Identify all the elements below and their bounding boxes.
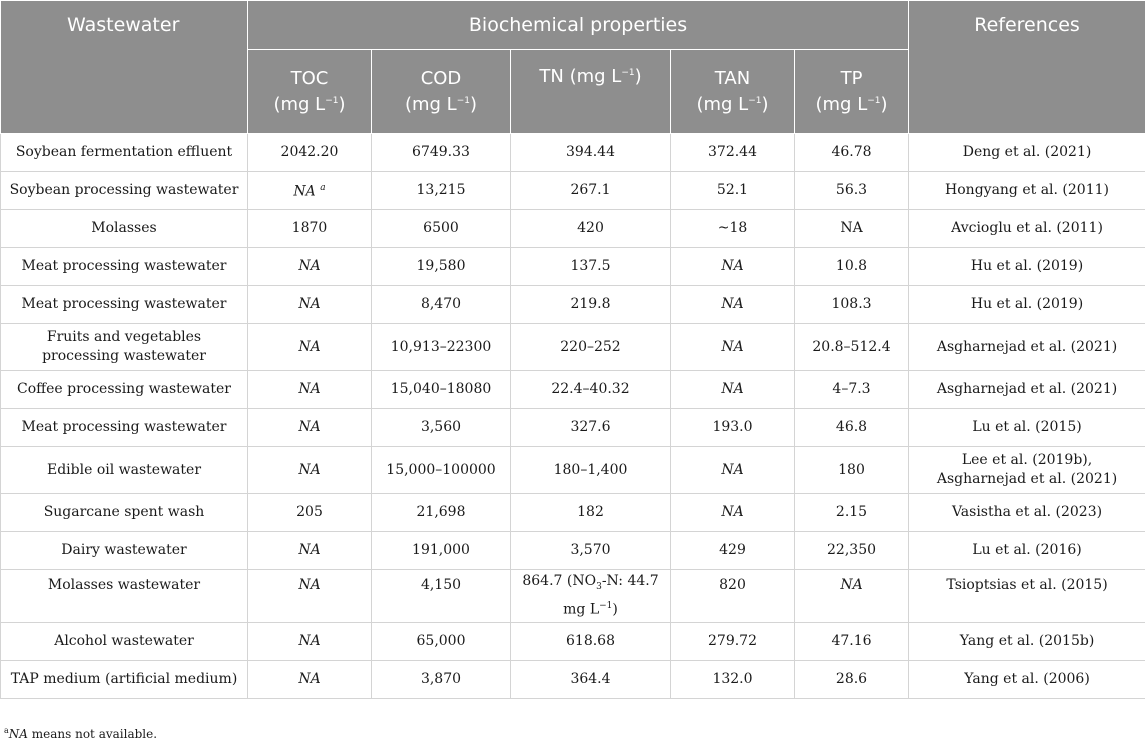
tn-cell: 394.44: [511, 134, 671, 172]
toc-cell: 205: [248, 494, 372, 532]
tn-cell: 137.5: [511, 248, 671, 286]
toc-cell: NA: [248, 570, 372, 623]
reference-cell: Deng et al. (2021): [909, 134, 1145, 172]
tp-cell: 10.8: [795, 248, 909, 286]
tn-cell: 182: [511, 494, 671, 532]
table-row: [1, 286, 1145, 324]
wastewater-cell: Soybean fermentation effluent: [1, 134, 248, 172]
tn-cell: 3,570: [511, 532, 671, 570]
cod-cell: 191,000: [372, 532, 511, 570]
wastewater-cell: Edible oil wastewater: [1, 447, 248, 494]
wastewater-cell: Meat processing wastewater: [1, 248, 248, 286]
tan-cell: NA: [671, 286, 795, 324]
tan-cell: NA: [671, 494, 795, 532]
toc-cell: 2042.20: [248, 134, 372, 172]
header-tp: TP (mg $L^{-1}$): [795, 50, 909, 134]
cod-cell: 3,560: [372, 409, 511, 447]
tn-cell: 618.68: [511, 623, 671, 661]
table-row: [1, 661, 1145, 699]
tan-cell: NA: [671, 371, 795, 409]
table-row: [1, 532, 1145, 570]
table-row: [1, 324, 1145, 371]
tan-cell: 193.0: [671, 409, 795, 447]
table-row: [1, 210, 1145, 248]
tp-cell: 180: [795, 447, 909, 494]
toc-cell: NA: [248, 286, 372, 324]
reference-cell: Asgharnejad et al. (2021): [909, 371, 1145, 409]
reference-cell: Lee et al. (2019b), Asgharnejad et al. (2021): [909, 447, 1145, 494]
cod-cell: 19,580: [372, 248, 511, 286]
tn-cell: 219.8: [511, 286, 671, 324]
table-row: [1, 570, 1145, 623]
table-row: [1, 494, 1145, 532]
tp-cell: 108.3: [795, 286, 909, 324]
cod-cell: 4,150: [372, 570, 511, 623]
table-row: [1, 134, 1145, 172]
toc-cell: NA: [248, 324, 372, 371]
tan-cell: NA: [671, 248, 795, 286]
reference-cell: Tsioptsias et al. (2015): [909, 570, 1145, 623]
tp-cell: 47.16: [795, 623, 909, 661]
reference-cell: Vasistha et al. (2023): [909, 494, 1145, 532]
tan-cell: NA: [671, 324, 795, 371]
tan-cell: ~18: [671, 210, 795, 248]
wastewater-cell: Alcohol wastewater: [1, 623, 248, 661]
tp-cell: 20.8–512.4: [795, 324, 909, 371]
toc-cell: 1870: [248, 210, 372, 248]
header-wastewater: Wastewater: [1, 1, 248, 134]
toc-cell: NA: [248, 623, 372, 661]
tp-cell: 46.8: [795, 409, 909, 447]
cod-cell: 15,040–18080: [372, 371, 511, 409]
reference-cell: Yang et al. (2015b): [909, 623, 1145, 661]
tp-cell: 2.15: [795, 494, 909, 532]
cod-cell: 65,000: [372, 623, 511, 661]
header-tn: TN (mg $L^{-1}$): [511, 50, 671, 134]
cod-cell: 6749.33: [372, 134, 511, 172]
header-references: References: [909, 1, 1145, 134]
toc-cell: NA: [248, 447, 372, 494]
table-footnote: $^a$NA means not available.: [4, 726, 158, 741]
wastewater-cell: TAP medium (artificial medium): [1, 661, 248, 699]
tp-cell: NA: [795, 210, 909, 248]
tn-cell: 267.1: [511, 172, 671, 210]
reference-cell: Hongyang et al. (2011): [909, 172, 1145, 210]
tn-cell: 864.7 ($NO_3-N$: 44.7 mg $L^{-1}$): [511, 570, 671, 623]
toc-cell: NA: [248, 409, 372, 447]
wastewater-cell: Meat processing wastewater: [1, 409, 248, 447]
tan-cell: 429: [671, 532, 795, 570]
reference-cell: Yang et al. (2006): [909, 661, 1145, 699]
header-tan: TAN (mg $L^{-1}$): [671, 50, 795, 134]
tn-cell: 364.4: [511, 661, 671, 699]
reference-cell: Lu et al. (2015): [909, 409, 1145, 447]
tp-cell: 28.6: [795, 661, 909, 699]
header-biochemical-properties: Biochemical properties: [248, 1, 909, 50]
cod-cell: 15,000–100000: [372, 447, 511, 494]
tan-cell: NA: [671, 447, 795, 494]
wastewater-cell: Molasses wastewater: [1, 570, 248, 623]
tn-cell: 180–1,400: [511, 447, 671, 494]
wastewater-cell: Coffee processing wastewater: [1, 371, 248, 409]
cod-cell: 6500: [372, 210, 511, 248]
reference-cell: Lu et al. (2016): [909, 532, 1145, 570]
tp-cell: 56.3: [795, 172, 909, 210]
tp-cell: NA: [795, 570, 909, 623]
wastewater-cell: Molasses: [1, 210, 248, 248]
toc-cell: NA: [248, 371, 372, 409]
table-row: [1, 371, 1145, 409]
cod-cell: 8,470: [372, 286, 511, 324]
table-row: [1, 447, 1145, 494]
wastewater-cell: Dairy wastewater: [1, 532, 248, 570]
cod-cell: 13,215: [372, 172, 511, 210]
reference-cell: Hu et al. (2019): [909, 248, 1145, 286]
reference-cell: Avcioglu et al. (2011): [909, 210, 1145, 248]
tn-cell: 327.6: [511, 409, 671, 447]
toc-cell: NA $^a$: [248, 172, 372, 210]
tan-cell: 52.1: [671, 172, 795, 210]
cod-cell: 3,870: [372, 661, 511, 699]
wastewater-cell: Soybean processing wastewater: [1, 172, 248, 210]
wastewater-cell: Fruits and vegetables processing wastewater: [1, 324, 248, 371]
header-toc: TOC (mg $L^{-1}$): [248, 50, 372, 134]
tn-cell: 22.4–40.32: [511, 371, 671, 409]
tn-cell: 220–252: [511, 324, 671, 371]
tn-cell: 420: [511, 210, 671, 248]
tan-cell: 820: [671, 570, 795, 623]
table-row: [1, 248, 1145, 286]
toc-cell: NA: [248, 532, 372, 570]
tp-cell: 46.78: [795, 134, 909, 172]
cod-cell: 21,698: [372, 494, 511, 532]
tan-cell: 279.72: [671, 623, 795, 661]
tan-cell: 132.0: [671, 661, 795, 699]
table-row: [1, 623, 1145, 661]
reference-cell: Hu et al. (2019): [909, 286, 1145, 324]
toc-cell: NA: [248, 661, 372, 699]
tp-cell: 22,350: [795, 532, 909, 570]
table-row: [1, 409, 1145, 447]
wastewater-cell: Meat processing wastewater: [1, 286, 248, 324]
toc-cell: NA: [248, 248, 372, 286]
header-cod: COD (mg $L^{-1}$): [372, 50, 511, 134]
tan-cell: 372.44: [671, 134, 795, 172]
tp-cell: 4–7.3: [795, 371, 909, 409]
wastewater-cell: Sugarcane spent wash: [1, 494, 248, 532]
reference-cell: Asgharnejad et al. (2021): [909, 324, 1145, 371]
cod-cell: 10,913–22300: [372, 324, 511, 371]
table-row: [1, 172, 1145, 210]
